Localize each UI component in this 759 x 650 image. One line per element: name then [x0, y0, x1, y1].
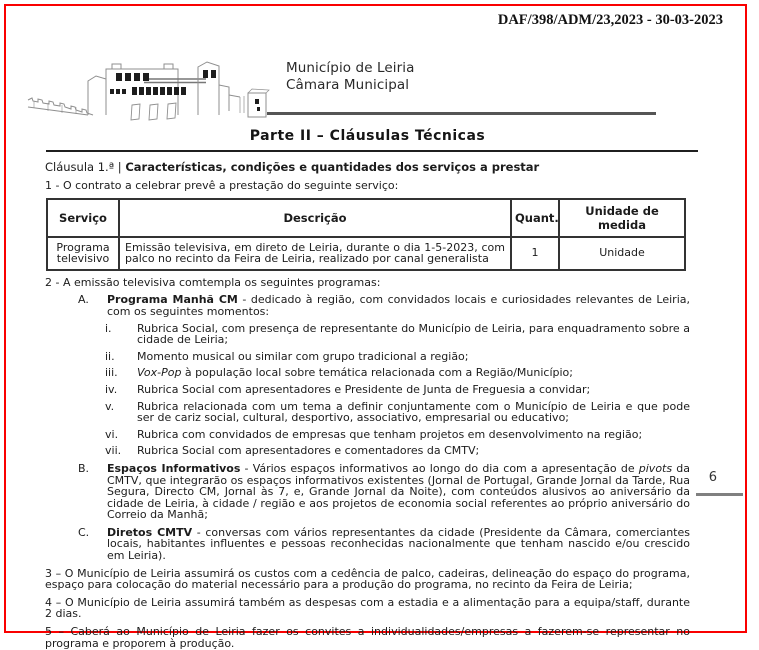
services-table: [46, 198, 686, 271]
cell-descricao: Emissão televisiva, em direto de Leiria, durante o dia 1-5-2023, com palco no recinto da Feira de Leiria, realizado por canal generalista: [119, 237, 511, 270]
item-text: [137, 367, 690, 379]
cell-quant: 1: [511, 237, 559, 270]
col-header-unidade: Unidade de medida: [559, 199, 685, 237]
item-body: Rubrica Social, com presença de representante do Município de Leiria, para enquadramento sobre a cidade de Leiria;: [137, 321, 690, 347]
program-b-emphasis: pivots: [638, 461, 673, 475]
list-item-ii: [105, 351, 690, 363]
list-item-iv: [105, 384, 690, 396]
program-a-title: Programa Manhã CM: [107, 293, 238, 307]
org-name-line1: Município de Leiria: [286, 60, 415, 76]
paragraph-1: 1 - O contrato a celebrar prevê a prestação do seguinte serviço:: [45, 179, 399, 192]
program-a-label: A.: [78, 293, 89, 307]
list-item-i: [105, 323, 690, 346]
item-number: vi.: [105, 427, 119, 441]
item-text: [137, 429, 690, 441]
program-b-title: Espaços Informativos: [107, 461, 241, 475]
program-c-text: [107, 527, 690, 562]
item-number: vii.: [105, 444, 122, 458]
org-name-line2: Câmara Municipal: [286, 77, 410, 93]
list-item-iii: [105, 367, 690, 379]
organization-header: [286, 60, 415, 94]
item-emphasis: Vox-Pop: [137, 366, 182, 380]
item-text: [137, 384, 690, 396]
list-item-vii: [105, 445, 690, 457]
paragraph-5: 5 – Caberá ao Município de Leiria fazer os convites a individualidades/empresas a fazerem-se representar no programa e proporem à produção.: [45, 625, 690, 650]
program-b-body: - Vários espaços informativos ao longo do dia com a apresentação de: [240, 461, 639, 475]
page-number: 6: [708, 470, 717, 485]
paragraph-2: 2 - A emissão televisiva comtempla os seguintes programas:: [45, 275, 381, 289]
cell-unidade: Unidade: [559, 237, 685, 270]
clause-title: Características, condições e quantidades dos serviços a prestar: [125, 160, 540, 174]
item-text: [137, 401, 690, 424]
document-reference: DAF/398/ADM/23,2023 - 30-03-2023: [497, 12, 723, 28]
item-body: Rubrica Social com apresentadores e comentadores da CMTV;: [137, 444, 480, 458]
item-number: v.: [105, 399, 115, 413]
col-header-servico: Serviço: [47, 199, 119, 237]
program-b-label: B.: [78, 461, 90, 475]
header-rule: [267, 112, 656, 115]
table-header-row: [47, 199, 685, 237]
item-body: Rubrica com convidados de empresas que tenham projetos em desenvolvimento na região;: [137, 427, 643, 441]
castle-logo: [26, 55, 274, 127]
program-item-b: [78, 463, 690, 521]
program-c-body: - conversas com vários representantes da cidade (Presidente da Câmara, comerciantes locais, habitantes influentes e pessoas reconhecidas nacionalmente que tenham nascido e/ou crescido em Leiria).: [107, 525, 690, 563]
paragraph-4: 4 – O Município de Leiria assumirá também as despesas com a estadia e a alimentação para a equipa/staff, durante 2 dias.: [45, 595, 690, 621]
clause-heading: [45, 160, 690, 174]
program-a-moments: [105, 323, 690, 457]
page-number-rule: [696, 493, 743, 496]
item-number: iii.: [105, 366, 118, 380]
paragraph-3: 3 – O Município de Leiria assumirá os custos com a cedência de palco, cadeiras, delineação do espaço do programa, espaço para colocação do material necessário para a produção do programa, no recinto da Feira de Leiria;: [45, 566, 690, 592]
program-a-body: - dedicado à região, com convidados locais e curiosidades relevantes de Leiria, com os seguintes momentos:: [107, 293, 690, 318]
section-title: Parte II – Cláusulas Técnicas: [249, 128, 486, 144]
item-body: à população local sobre temática relacionada com a Região/Município;: [181, 366, 573, 380]
col-header-quant: Quant.: [511, 199, 559, 237]
item-text: [137, 351, 690, 363]
item-number: iv.: [105, 382, 118, 396]
list-item-v: [105, 401, 690, 424]
program-c-title: Diretos CMTV: [107, 525, 193, 539]
item-number: ii.: [105, 349, 115, 363]
program-item-a: [78, 294, 690, 317]
item-body: Rubrica Social com apresentadores e Presidente de Junta de Freguesia a convidar;: [137, 382, 591, 396]
item-text: [137, 323, 690, 346]
title-rule: [46, 150, 698, 152]
cell-servico: Programa televisivo: [47, 237, 119, 270]
document-content: [45, 128, 690, 649]
program-a-text: [107, 294, 690, 317]
program-c-label: C.: [78, 525, 90, 539]
list-item-vi: [105, 429, 690, 441]
item-number: i.: [105, 321, 112, 335]
item-body: Momento musical ou similar com grupo tradicional a região;: [137, 349, 469, 363]
clause-number: Cláusula 1.ª |: [45, 160, 126, 174]
program-b-text: [107, 463, 690, 521]
program-b-body2: da CMTV, que integrarão os espaços informativos existentes (Jornal de Portugal, Grande Jornal da Tarde, Rua Segura, Directo CM, Jornal às 7, e, Grande Jornal da Noite), com conteúdos alusivos ao aniversário da cidade de Leiria, à cidade / região e aos projetos de economia social referentes ao próprio aniversário do Correio da Manhã;: [107, 461, 690, 522]
col-header-descricao: Descrição: [119, 199, 511, 237]
table-row: [47, 237, 685, 270]
item-text: [137, 445, 690, 457]
item-body: Rubrica relacionada com um tema a definir conjuntamente com o Município de Leiria e que pode ser de cariz social, cultural, desportivo, associativo, empresarial ou educativo;: [137, 399, 690, 425]
program-item-c: [78, 527, 690, 562]
